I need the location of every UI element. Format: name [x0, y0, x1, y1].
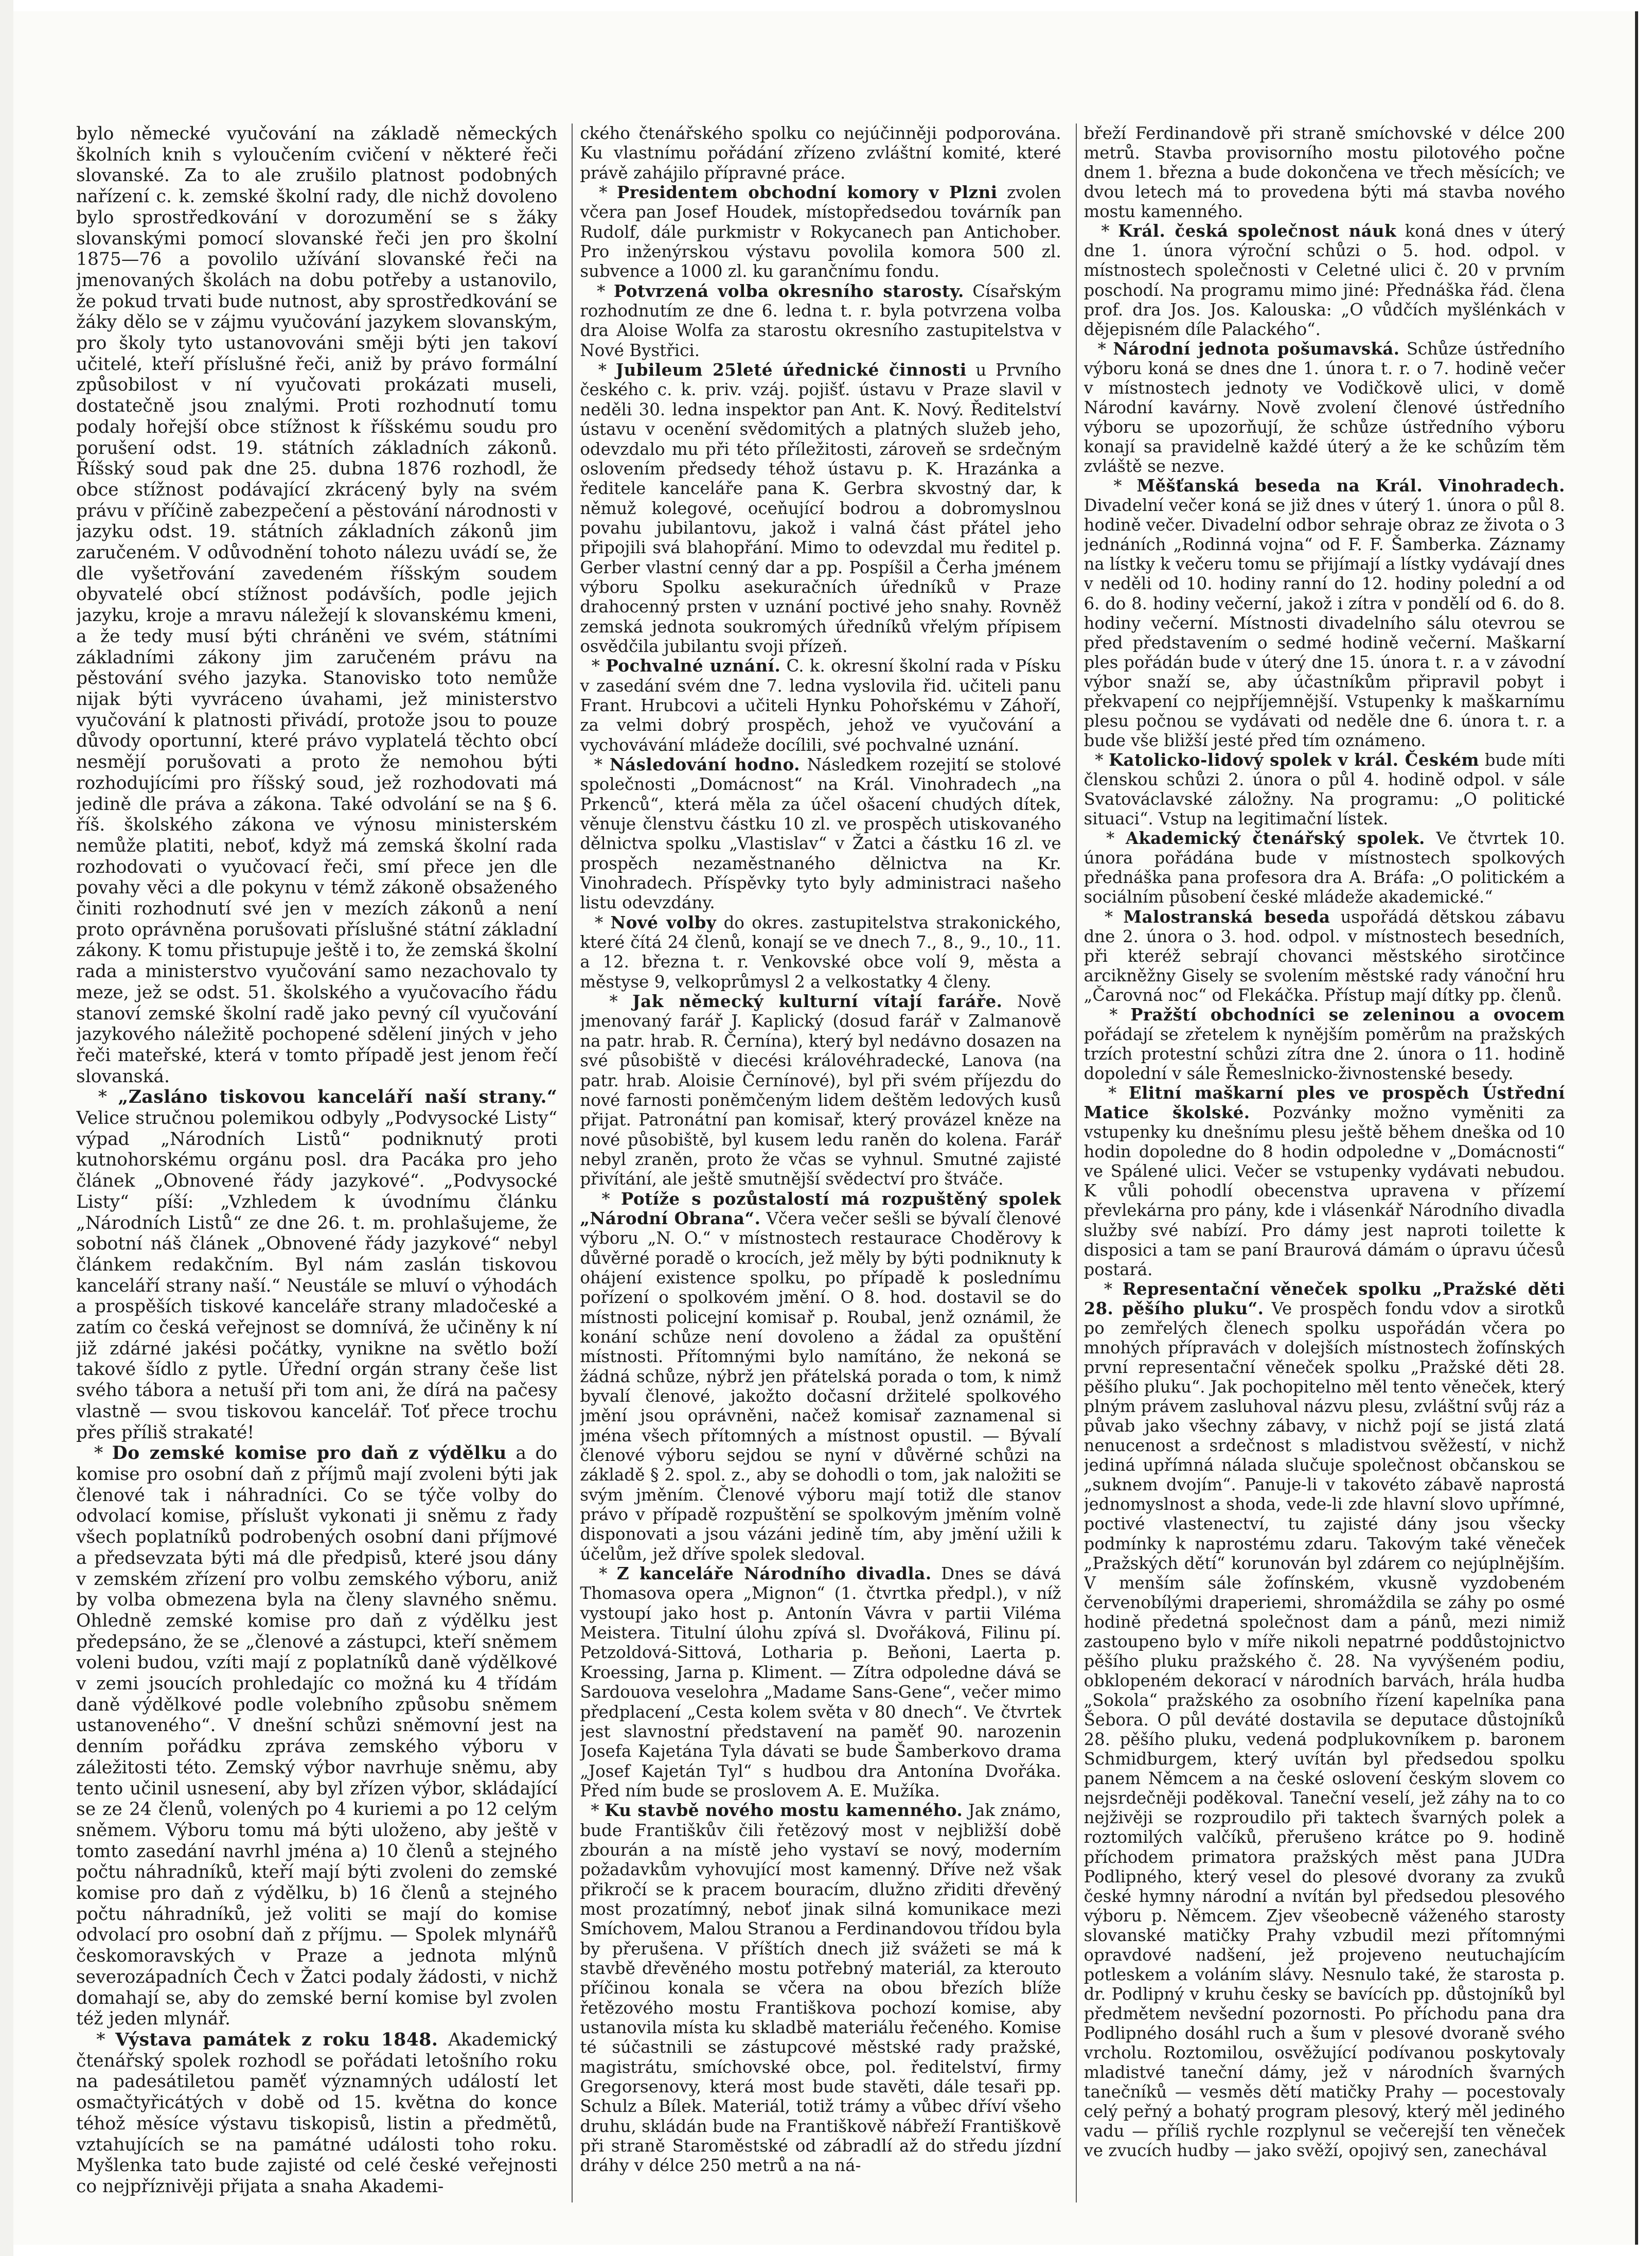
article-paragraph: * „Zasláno tiskovou kanceláří naší strany.“ Velice stručnou polemikou odbyly „Podvysocké Listy“ výpad „Národních Listů“ podniknutý proti kutnohorskému orgánu posl. dra Pacáka pro jeho článek „Obnovené řády jazykové“. „Podvysocké Listy“ píší: „Vzhledem k úvodnímu článku „Národních Listů“ ze dne 26. t. m. prohlašujeme, že sobotní náš článek „Obnovené řády jazykové“ nebyl článkem redakčním. Byl nám zaslán tiskovou kanceláří strany naší.“ Neustále se mluví o výhodách a prospěších tiskové kanceláře strany mladočeské a zatím co česká veřejnost se domnívá, že učiněny k ní již zdárné jakési počátky, vynikne na světlo boží takové šídlo z pytle. Úřední orgán strany češe list svého tábora a netuší při tom ani, že dírá na pačesy vlastně — svou tiskovou kancelář. Toť přece trochu přes příliš strakaté! [76, 1087, 558, 1443]
article-text: Akademický čtenářský spolek rozhodl se pořádati letošního roku na padesátiletou paměť významných událostí let osmačtyřicátých v době od 15. května do konce téhož měsíce výstavu tiskopisů, listin a předmětů, vztahujících se na památné události toho roku. Myšlenka tato bude zajisté od celé české veřejnosti co nejpříznivěji přijata a snaha Akademi- [76, 2029, 558, 2197]
article-text: Ve prospěch fondu vdov a sirotků po zemřelých členech spolku uspořádán včera po mnohých přípravách v dolejších místnostech žofínských první representační věneček spolku „Pražské děti 28. pěšího pluku“. Jak pochopitelno měl tento věneček, který plným právem zasluhoval názvu plesu, zvláštní svůj ráz a půvab jako všechny zábavy, v nichž pojí se jistá zlatá nenucenost a srdečnost s mladistvou svěžestí, v nichž jediná upřímná nálada slučuje společnost občanskou se „suknem dvojím“. Panuje-li v takovéto zábavě naprostá jednomyslnost a shoda, vede-li zde hlavní slovo upřímné, poctivé vlastenectví, tu zajisté dány jsou všecky podmínky k naprostému zdaru. Takovým také věneček „Pražských dětí“ korunován byl zdárem co nejúplnějším. V menším sále žofínském, vkusně vyzdobeném červenobílými draperiemi, shromáždila se záhy po osmé hodině předetná společnost dam a pánů, mezi nimiž zastoupeno bylo v míře nikoli nepatrné poddůstojnictvo pěšího pluku pražského č. 28. Na vyvýšeném podiu, obklopeném dekorací v národních barvách, hrála hudba „Sokola“ pražského za osobního řízení kapelníka pana Šebora. O půl deváté dostavila se deputace důstojníků 28. pěšího pluku, vedená podplukovníkem p. baronem Schmidburgem, který uvítán byl předsedou spolku panem Němcem a na české oslovení českým slovem co nejsrdečněji poděkoval. Taneční veselí, jež záhy na to co nejživěji se rozproudilo při taktech švarných polek a roztomilých valčíků, přerušeno krátce po 9. hodině příchodem primatora pražských měst pana JUDra Podlipného, který vesel do plesové dvorany za zvuků české hymny národní a nvítán byl předsedou plesového výboru p. Němcem. Zjev všeobecně váženého starosty slovanské matičky Prahy vzbudil mezi přítomnými opravdové nadšení, jež projeveno neutuchajícím potleskem a voláním slávy. Nesnulo také, že starosta p. dr. Podlipný v kruhu česky se bavících pp. důstojníků byl předmětem nevšední pozornosti. Po příchodu pana dra Podlipného dosáhl ruch a šum v plesové dvoraně svého vrcholu. Roztomilou, osvěžující podívanou poskytovaly mladistvé taneční dámy, jež v národních švarných tanečníků — vesměs dětí matičky Prahy — pocestovaly celý peřný a bohatý program plesový, který měl jediného vadu — příliš rychle rozplynul se večerejší ten věneček ve zvucích hudby — jako svěží, opojivý sen, zanechával [1083, 1298, 1565, 2161]
article-paragraph: * Z kanceláře Národního divadla. Dnes se dává Thomasova opera „Mignon“ (1. čtvrtka předpl.), v níž vystoupí jako host p. Antonín Vávra v partii Viléma Meistera. Titulní úlohu zpívá sl. Dvořáková, Filinu pí. Petzoldová-Sittová, Lotharia p. Beňoni, Laerta p. Kroessing, Jarna p. Kliment. — Zítra odpoledne dává se Sardouova veselohra „Madame Sans-Gene“, večer mimo předplacení „Cesta kolem světa v 80 dnech“. Ve čtvrtek jest slavnostní představení na paměť 90. narozenin Josefa Kajetána Tyla dávati se bude Šamberkovo drama „Josef Kajetán Tyl“ s hudbou dra Antonína Dvořáka. Před ním bude se proslovem A. E. Mužíka. [580, 1563, 1061, 1801]
article-paragraph: * Katolicko-lidový spolek v král. Českém bude míti členskou schůzi 2. února o půl 4. hodině odpol. v sále Svatováclavské záložny. Na programu: „O politické situaci“. Vstup na legitimační lístek. [1083, 750, 1565, 829]
article-heading: Král. česká společnost náuk [1118, 221, 1396, 241]
article-heading: Pochvalné uznání. [606, 656, 781, 676]
article-heading: Potvrzená volba okresního starosty. [613, 280, 964, 301]
article-heading: Do zemské komise pro daň z výdělku [112, 1443, 507, 1464]
article-paragraph: * Pražští obchodníci se zeleninou a ovocem pořádají se zřetelem k nynějším poměrům na pražských trzích protestní schůzi zítra dne 2. února o 11. hodině dopolední v sále Řemeslnicko-živnostenské besedy. [1083, 1004, 1565, 1083]
article-heading: Měšťanská beseda na Král. Vinohradech. [1136, 476, 1565, 496]
article-paragraph: * Následování hodno. Následkem rozejití se stolové společnosti „Domácnost“ na Král. Vinohradech „na Prkenců“, která měla za účel ošacení chudých dítek, věnuje členstvu částku 10 zl. ve prospěch utiskovaného dělnictva spolku „Vlastislav“ v Žatci a částku 16 zl. ve prospěch nezaměstnaného dělnictva na Kr. Vinohradech. Příspěvky tyto byly administraci našeho listu odevzdány. [580, 754, 1061, 913]
article-paragraph [76, 124, 557, 1087]
article-text: zvolen včera pan Josef Houdek, místopředsedou továrník pan Rudolf, dále purkmistr v Rokycanech pan Antichober. Pro inženýrskou výstavu povolila komora 500 zl. subvence a 1000 zl. ku garančnímu fondu. [580, 183, 1061, 281]
article-paragraph [580, 124, 1061, 183]
article-heading: Elitní maškarní ples ve prospěch Ústřední Matice školské. [1083, 1083, 1565, 1123]
article-text: Velice stručnou polemikou odbyly „Podvysocké Listy“ výpad „Národních Listů“ podniknutý proti kutnohorskému orgánu posl. dra Pacáka pro jeho článek „Obnovené řády jazykové“. „Podvysocké Listy“ píší: „Vzhledem k úvodnímu článku „Národních Listů“ ze dne 26. t. m. prohlašujeme, že sobotní náš článek „Obnovené řády jazykové“ nebyl článkem redakčním. Byl nám zaslán tiskovou kanceláří strany naší.“ Neustále se mluví o výhodách a prospěších tiskové kanceláře strany mladočeské a zatím co česká veřejnost se domnívá, že učiněny k ní již zdárné jakési počátky, vynikne na světlo boží takové šídlo z pytle. Úřední orgán strany češe list svého tábora a netuší při tom ani, že dírá na pačesy vlastně — svou tiskovou kancelář. Toť přece trochu přes příliš strakaté! [76, 1108, 558, 1443]
article-text: a do komise pro osobní daň z příjmů mají zvoleni býti jak členové tak i náhradníci. Co se týče volby do odvolací komise, příslušt vykonati ji sněmu z řady všech poplatníků podrobených osobní dani příjmové a předsevzata býti má dle předpisů, které jsou dány v zemském zřízení pro volbu zemského výboru, aniž by volba obmezena byla na členy slavného sněmu. Ohledně zemské komise pro daň z výdělku jest předepsáno, že se „členové a zástupci, kteří sněmem voleni budou, vzíti mají z poplatníků daně výdělkové v zemi jsoucích prohledajíc co možná ku 4 třídám daně výdělkové podle volebního způsobu sněmem ustanoveného“. V dnešní schůzi sněmovní jest na denním pořádku zpráva zemského výboru v záležitosti této. Zemský výbor navrhuje sněmu, aby tento učinil usnesení, aby byl zřízen výbor, skládající se ze 24 členů, volených po 4 kuriemi a po 12 celým sněmem. Výboru tomu má býti uloženo, aby ještě v tomto zasedání navrhl jména a) 10 členů a stejného počtu náhradníků, kteří mají býti zvoleni do zemské komise pro daň z výdělku, b) 16 členů a stejného počtu náhradníků, jež voliti se mají do komise odvolací pro osobní daň z příjmu. — Spolek mlynářů českomoravských v Praze a jednota mlýnů severozápadních Čech v Žatci podaly žádosti, v nichž domahají se, aby do zemské berní komise byl zvolen též jeden mlynář. [76, 1443, 558, 2030]
article-paragraph: * Měšťanská beseda na Král. Vinohradech. Divadelní večer koná se již dnes v úterý 1. února o půl 8. hodině večer. Divadelní odbor sehraje obraz ze života o 3 jednáních „Rodinná vojna“ od F. F. Šamberka. Záznamy na lístky k večeru tomu se přijímají a lístky vydávají dnes v neděli od 10. hodiny ranní do 12. hodiny polední a od 6. do 8. hodiny večerní, jakož i zítra v pondělí od 6. do 8. hodiny večerní. Místnosti divadelního sálu otevrou se před představením o sedmé hodině večerní. Maškarní ples pořádán bude v úterý dne 15. února t. r. a v závodní výbor snaží se, aby účastníkům připravil pobyt i překvapení co nejpříjemnější. Vstupenky k maškarnímu plesu počnou se vydávati od neděle dne 6. února t. r. a bude vše bližší jesté před tím oznámeno. [1083, 476, 1565, 750]
article-paragraph [1084, 124, 1565, 221]
column-1 [76, 124, 557, 2208]
article-text: Včera večer sešli se bývalí členové výboru „N. O.“ v místnostech restaurace Choděrovy k důvěrné poradě o krocích, jež měly by býti podniknuty k ohájení existence spolku, po případě k poslednímu pořízení o spolkovém jmění. O 8. hod. dostavil se do místnosti policejní komisař p. Roubal, jenž oznámil, že konání schůze není dovoleno a žádal za opuštění místnosti. Přítomnými bylo namítáno, že nekoná se žádná schůze, nýbrž jen přátelská porada o tom, k nimž byvalí členové, jakožto dočasní držitelé spolkového jmění jsou oprávněni, načež komisař zaznamenal si jména všech přítomných a místnost opustil. — Bývalí členové výboru sejdou se nyní v důvěrné schůzi na základě § 2. spol. z., aby se dohodli o tom, jak naložiti se svým jměním. Členové výboru mají totiž dle stanov právo v případě rozpuštění se spolkovým jměním volně disponovati a jsou vázáni jedině tím, aby jmění užili k účelům, jež dříve spolek sledoval. [580, 1208, 1061, 1564]
article-text: Schůze ústředního výboru koná se dnes dne 1. února t. r. o 7. hodině večer v místnostech jednoty ve Vodičkově ulici, v domě Národní kavárny. Nově zvolení členové ústředního výboru se upozorňují, že schůze ústředního výboru konají sa pravidelně každé úterý a že ke schůzím těm zvláště se nezve. [1083, 339, 1565, 477]
article-text: Jak známo, bude Františkův čili řetězový most v nejbližší době zbourán a na místě jeho vystaví se nový, moderním požadavkům vyhovující most kamenný. Dříve než však přikročí se k pracem bouracím, dlužno zřiditi dřevěný most prozatímný, neboť jinak silná komunikace mezi Smíchovem, Malou Stranou a Ferdinandovou třídou byla by přerušena. V příštích dnech již svážeti se má k stavbě dřevěného mostu potřebný materiál, za kterouto příčinou konala se včera na obou březích blíže řetězového mostu Františkova pochozí komise, aby ustanovila místa ku skladbě materiálu řečeného. Komise té súčastnili se zástupcové městské rady pražské, magistrátu, smíchovské obce, pol. ředitelství, firmy Gregorsenovy, která most bude stavěti, dále tesaři pp. Schulz a Bílek. Materiál, totiž trámy a vůbec dříví všeho druhu, skládán bude na Františkově nábřeží Františkově při straně Staroměstské od zábradlí až do středu jízdní dráhy v délce 250 metrů a na ná- [580, 1801, 1061, 2176]
article-paragraph: * Výstava památek z roku 1848. Akademický čtenářský spolek rozhodl se pořádati letošního roku na padesátiletou paměť významných událostí let osmačtyřicátých v době od 15. května do konce téhož měsíce výstavu tiskopisů, listin a předmětů, vztahujících se na památné události toho roku. Myšlenka tato bude zajisté od celé české veřejnosti co nejpříznivěji přijata a snaha Akademi- [76, 2029, 558, 2197]
newspaper-page [76, 124, 1565, 2208]
article-text: ckého čtenářského spolku co nejúčinněji podporována. Ku vlastnímu pořádání zřízeno zvláštní komité, které právě zahájilo přípravné práce. [580, 124, 1061, 183]
article-heading: Akademický čtenářský spolek. [1125, 829, 1425, 849]
article-text: bylo německé vyučování na základě německých školních knih s vyloučením cvičení v některé řeči slovanské. Za to ale zrušilo platnost podobných nařízení c. k. zemské školní rady, dle nichž dovoleno bylo sprostředkování v dorozumění se s žáky slovanskými pomocí slovanské řeči jen pro školní 1875—76 a povolilo užívání slovanské řeči na jmenovaných školách na dobu potřeby a ustanovilo, že pokud trvati bude nutnost, aby sprostředkování se žáky dělo se v zájmu vyučování jazykem slovanským, pro školy tyto ustanovováni směji býti jen takoví učitelé, kteří příslušné řeči, aniž by právo formální způsobilost v ní vyučovati prokázati museli, dostatečně jsou znalými. Proti rozhodnutí tomu podaly hořejší obce stížnost k říšskému soudu pro porušení odst. 19. státních základních zákonů. Říšský soud pak dne 25. dubna 1876 rozhodl, že obce stížnost podávající zkrácený byly na svém právu v příčině zabezpečení a pěstování národnosti v jazyku odst. 19. státních základních zákonů jim zaručeném. V odůvodnění tohoto nálezu uvádí se, že dle vyšetřování zavedeném říšským soudem obyvatelé obcí stížnost podávších, podle jejich jazyku, kroje a mravu náležejí k slovanskému kmeni, a že tedy musí býti chráněni ve svém, státními základními zákony jim zaručeném právu na pěstování svého jazyka. Stanovisko toto nemůže nijak býti vyvráceno úvahami, jež ministerstvo vyučování k platnosti přivádí, protože jsou to pouze důvody oportunní, které právo vyplatelá těchto obcí nesmějí porušovati a proto že nemohou býti rozhodujícími pro říšský soud, jež rozhodovati má jedině dle práva a zákona. Také odvolání se na § 6. říš. školského zákona ve výnosu ministerském nemůže platiti, neboť, když má zemská školní rada rozhodovati o vyučovací řeči, smí přece jen dle povahy věci a dle pokynu v témž zákoně obsaženého činiti rozhodnutí své jen v mezích zákonů a není proto oprávněna porušovati příslušné státní základní zákony. K tomu přistupuje ještě i to, že zemská školní rada a ministerstvo vyučování samo nezachovalo ty meze, jež se odst. 51. školského a vyučovacího řádu stanoví zemské školní radě jako pevný cíl vyučování jazykového náležitě pochopené sdělení jiných v jeho řeči mateřské, která v tomto případě jest jenom řečí slovanská. [76, 124, 558, 1087]
article-paragraph: * Representační věneček spolku „Pražské děti 28. pěšího pluku“. Ve prospěch fondu vdov a sirotků po zemřelých členech spolku uspořádán včera po mnohých přípravách v dolejších místnostech žofínských první representační věneček spolku „Pražské děti 28. pěšího pluku“. Jak pochopitelno měl tento věneček, který plným právem zasluhoval názvu plesu, zvláštní svůj ráz a půvab jako všechny zábavy, v nichž pojí se jistá zlatá nenucenost a srdečnost s mladistvou svěžestí, v nichž jediná upřímná nálada slučuje společnost občanskou se „suknem dvojím“. Panuje-li v takovéto zábavě naprostá jednomyslnost a shoda, vede-li zde hlavní slovo upřímné, poctivé vlastenectví, tu zajisté dány jsou všecky podmínky k naprostému zdaru. Takovým také věneček „Pražských dětí“ korunován byl zdárem co nejúplnějším. V menším sále žofínském, vkusně vyzdobeném červenobílými draperiemi, shromáždila se záhy po osmé hodině předetná společnost dam a pánů, mezi nimiž zastoupeno bylo v míře nikoli nepatrné poddůstojnictvo pěšího pluku pražského č. 28. Na vyvýšeném podiu, obklopeném dekorací v národních barvách, hrála hudba „Sokola“ pražského za osobního řízení kapelníka pana Šebora. O půl deváté dostavila se deputace důstojníků 28. pěšího pluku, vedená podplukovníkem p. baronem Schmidburgem, který uvítán byl předsedou spolku panem Němcem a na české oslovení českým slovem co nejsrdečněji poděkoval. Taneční veselí, jež záhy na to co nejživěji se rozproudilo při taktech švarných polek a roztomilých valčíků, přerušeno krátce po 9. hodině příchodem primatora pražských měst pana JUDra Podlipného, který vesel do plesové dvorany za zvuků české hymny národní a nvítán byl předsedou plesového výboru p. Němcem. Zjev všeobecně váženého starosty slovanské matičky Prahy vzbudil mezi přítomnými opravdové nadšení, jež projeveno neutuchajícím potleskem a voláním slávy. Nesnulo také, že starosta p. dr. Podlipný v kruhu česky se bavících pp. důstojníků byl předmětem nevšední pozornosti. Po příchodu pana dra Podlipného dosáhl ruch a šum v plesové dvoraně svého vrcholu. Roztomilou, osvěžující podívanou poskytovaly mladistvé taneční dámy, jež v národních švarných tanečníků — vesměs dětí matičky Prahy — pocestovaly celý peřný a bohatý program plesový, který měl jediného vadu — příliš rychle rozplynul se večerejší ten věneček ve zvucích hudby — jako svěží, opojivý sen, zanechával [1083, 1279, 1565, 2161]
article-heading: Jubileum 25leté úřednické činnosti [615, 360, 967, 380]
article-text: Divadelní večer koná se již dnes v úterý 1. února o půl 8. hodině večer. Divadelní odbor sehraje obraz ze života o 3 jednáních „Rodinná vojna“ od F. F. Šamberka. Záznamy na lístky k večeru tomu se přijímají a lístky vydávají dnes v neděli od 10. hodiny ranní do 12. hodiny polední a od 6. do 8. hodiny večerní, jakož i zítra v pondělí od 6. do 8. hodiny večerní. Místnosti divadelního sálu otevrou se před představením o sedmé hodině večerní. Maškarní ples pořádán bude v úterý dne 15. února t. r. a v závodní výbor snaží se, aby účastníkům připravil pobyt i překvapení co nejpříjemnější. Vstupenky k maškarnímu plesu počnou se vydávati od neděle dne 6. února t. r. a bude vše bližší jesté před tím oznámeno. [1083, 496, 1565, 750]
article-text: do okres. zastupitelstva strakonického, které čítá 24 členů, konají se ve dnech 7., 8., 9., 10., 11. a 12. března t. r. Venkovské obce volí 9, města a městyse 9, velkoprůmysl 2 a velkostatky 4 členy. [580, 912, 1061, 992]
article-paragraph: * Presidentem obchodní komory v Plzni zvolen včera pan Josef Houdek, místopředsedou továrník pan Rudolf, dále purkmistr v Rokycanech pan Antichober. Pro inženýrskou výstavu povolila komora 500 zl. subvence a 1000 zl. ku garančnímu fondu. [580, 182, 1061, 281]
column-rule [572, 124, 573, 2202]
article-text: C. k. okresní školní rada v Písku v zasedání svém dne 7. ledna vyslovila řid. učiteli panu Frant. Hrubcovi a učiteli Hynku Pohořskému v Záhoří, za velmi dobrý prospěch, jehož ve vyučování a vychovávání mládeže docílili, své pochvalné uznání. [580, 656, 1061, 755]
article-text: koná dnes v úterý dne 1. února výroční schůzi o 5. hod. odpol. v místnostech společnosti v Celetné ulici č. 20 v prvním poschodí. Na programu mimo jiné: Přednáška řád. člena prof. dra Jos. Jos. Kalouska: „O vůdčích myšlénkách v dějepisném díle Palackého“. [1083, 221, 1565, 339]
article-heading: Jak německý kulturní vítají faráře. [632, 991, 1003, 1012]
article-paragraph: * Jak německý kulturní vítají faráře. Nově jmenovaný farář J. Kaplický (dosud farář v Zalmanově na patr. hrab. R. Černína), který byl nedávno dosazen na své působiště v diecési královéhradecké, Lanova (na patr. hrab. Aloisie Černínové), byl při svém příjezdu do nové farnosti poněmčeným lidem deštěm ledových kusů přijat. Patronátní pan komisař, který provázel kněze na nové působiště, byl kusem ledu raněn do kolena. Farář nebyl zraněn, proto že včas se vyhnul. Smutné zajisté přivítání, ale ještě smutnější svědectví pro štváče. [580, 991, 1061, 1189]
article-heading: „Zasláno tiskovou kanceláří naší strany.“ [118, 1087, 558, 1108]
article-heading: Potíže s pozůstalostí má rozpuštěný spolek „Národní Obrana“. [580, 1188, 1061, 1228]
column-3 [1084, 124, 1565, 2208]
article-text: Císařským rozhodnutím ze dne 6. ledna t. r. byla potvrzena volba dra Aloise Wolfa za starostu okresního zastupitelstva v Nové Bystřici. [580, 281, 1061, 360]
article-text: Pozvánky možno vyměniti za vstupenky ku dnešnímu plesu ještě během dneška od 10 hodin dopoledne do 8 hodin odpoledne v „Domácnosti“ ve Spálené ulici. Večer se vstupenky vydávati nebudou. K vůli pohodlí obecenstva upravena v přízemí převlekárna pro pány, kde i vlásenkář Národního divadla služby své nabízí. Pro dámy jest naproti toilette k disposici a tam se paní Braurová dámám o úpravu účesů postará. [1083, 1103, 1565, 1279]
article-text: bude míti členskou schůzi 2. února o půl 4. hodině odpol. v sále Svatováclavské záložny. Na programu: „O politické situaci“. Vstup na legitimační lístek. [1083, 750, 1565, 829]
article-paragraph: * Potíže s pozůstalostí má rozpuštěný spolek „Národní Obrana“. Včera večer sešli se bývalí členové výboru „N. O.“ v místnostech restaurace Choděrovy k důvěrné poradě o krocích, jež měly by býti podniknuty k ohájení existence spolku, po případě k poslednímu pořízení o spolkovém jmění. O 8. hod. dostavil se do místnosti policejní komisař p. Roubal, jenž oznámil, že konání schůze není dovoleno a žádal za opuštění místnosti. Přítomnými bylo namítáno, že nekoná se žádná schůze, nýbrž jen přátelská porada o tom, k nimž byvalí členové, jakožto dočasní držitelé spolkového jmění jsou oprávněni, načež komisař zaznamenal si jména všech přítomných a místnost opustil. — Bývalí členové výboru sejdou se nyní v důvěrné schůzi na základě § 2. spol. z., aby se dohodli o tom, jak naložiti se svým jměním. Členové výboru mají totiž dle stanov právo v případě rozpuštění se spolkovým jměním volně disponovati a jsou vázáni jedině tím, aby jmění užili k účelům, jež dříve spolek sledoval. [580, 1188, 1061, 1564]
article-text: uspořádá dětskou zábavu dne 2. února o 3. hod. odpol. v místnostech besedních, při kteréž sebrají chovanci městského sirotčince arcikněžny Gisely se svolením městské rady vánoční hru „Čarovná noc“ od Flekáčka. Přístup mají dítky pp. členů. [1083, 907, 1565, 1005]
article-paragraph: * Akademický čtenářský spolek. Ve čtvrtek 10. února pořádána bude v místnostech spolkových přednáška pana profesora dra A. Bráfa: „O politickém a sociálním působení české mládeže akademické.“ [1083, 829, 1565, 907]
article-paragraph: * Malostranská beseda uspořádá dětskou zábavu dne 2. února o 3. hod. odpol. v místnostech besedních, při kteréž sebrají chovanci městského sirotčince arcikněžny Gisely se svolením městské rady vánoční hru „Čarovná noc“ od Flekáčka. Přístup mají dítky pp. členů. [1083, 907, 1565, 1005]
article-heading: Nové volby [610, 912, 717, 932]
article-heading: Presidentem obchodní komory v Plzni [616, 182, 998, 203]
article-paragraph: * Král. česká společnost náuk koná dnes v úterý dne 1. února výroční schůzi o 5. hod. odpol. v místnostech společnosti v Celetné ulici č. 20 v prvním poschodí. Na programu mimo jiné: Přednáška řád. člena prof. dra Jos. Jos. Kalouska: „O vůdčích myšlénkách v dějepisném díle Palackého“. [1083, 221, 1565, 339]
article-heading: Národní jednota pošumavská. [1113, 339, 1400, 359]
article-paragraph: * Do zemské komise pro daň z výdělku a do komise pro osobní daň z příjmů mají zvoleni býti jak členové tak i náhradníci. Co se týče volby do odvolací komise, příslušt vykonati ji sněmu z řady všech poplatníků podrobených osobní dani příjmové a předsevzata býti má dle předpisů, které jsou dány v zemském zřízení pro volbu zemského výboru, aniž by volba obmezena byla na členy slavného sněmu. Ohledně zemské komise pro daň z výdělku jest předepsáno, že se „členové a zástupci, kteří sněmem voleni budou, vzíti mají z poplatníků daně výdělkové v zemi jsoucích prohledajíc co možná ku 4 třídám daně výdělkové podle volebního způsobu sněmem ustanoveného“. V dnešní schůzi sněmovní jest na denním pořádku zpráva zemského výboru v záležitosti této. Zemský výbor navrhuje sněmu, aby tento učinil usnesení, aby byl zřízen výbor, skládající se ze 24 členů, volených po 4 kuriemi a po 12 celým sněmem. Výboru tomu má býti uloženo, aby ještě v tomto zasedání navrhl jména a) 10 členů a stejného počtu náhradníků, kteří mají býti zvoleni do zemské komise pro daň z výdělku, b) 16 členů a stejného počtu náhradníků, jež voliti se mají do komise odvolací pro osobní daň z příjmu. — Spolek mlynářů českomoravských v Praze a jednota mlýnů severozápadních Čech v Žatci podaly žádosti, v nichž domahají se, aby do zemské berní komise byl zvolen též jeden mlynář. [76, 1443, 558, 2030]
article-heading: Následování hodno. [609, 754, 800, 774]
article-heading: Z kanceláře Národního divadla. [616, 1563, 932, 1584]
article-paragraph: * Potvrzená volba okresního starosty. Císařským rozhodnutím ze dne 6. ledna t. r. byla potvrzena volba dra Aloise Wolfa za starostu okresního zastupitelstva v Nové Bystřici. [580, 280, 1061, 360]
article-heading: Malostranská beseda [1123, 907, 1330, 927]
article-heading: Pražští obchodníci se zeleninou a ovocem [1130, 1004, 1565, 1025]
article-paragraph: * Pochvalné uznání. C. k. okresní školní rada v Písku v zasedání svém dne 7. ledna vyslovila řid. učiteli panu Frant. Hrubcovi a učiteli Hynku Pohořskému v Záhoří, za velmi dobrý prospěch, jehož ve vyučování a vychovávání mládeže docílili, své pochvalné uznání. [580, 656, 1061, 755]
article-heading: Výstava památek z roku 1848. [115, 2029, 438, 2050]
article-text: Nově jmenovaný farář J. Kaplický (dosud farář v Zalmanově na patr. hrab. R. Černína), který byl nedávno dosazen na své působiště v diecési královéhradecké, Lanova (na patr. hrab. Aloisie Černínové), byl při svém příjezdu do nové farnosti poněmčeným lidem deštěm ledových kusů přijat. Patronátní pan komisař, který provázel kněze na nové působiště, byl kusem ledu raněn do kolena. Farář nebyl zraněn, proto že včas se vyhnul. Smutné zajisté přivítání, ale ještě smutnější svědectví pro štváče. [580, 992, 1061, 1189]
article-text: břeží Ferdinandově při straně smíchovské v délce 200 metrů. Stavba provisorního mostu pilotového počne dnem 1. března a bude dokončena ve třech měsících; ve dvou letech má to provedena býti má stavba nového mostu kamenného. [1083, 124, 1565, 222]
article-paragraph: * Jubileum 25leté úřednické činnosti u Prvního českého c. k. priv. vzáj. pojišť. ústavu v Praze slavil v neděli 30. ledna inspektor pan Ant. K. Nový. Ředitelství ústavu v ocenění svědomitých a platných služeb jeho, odevzdalo mu při této příležitosti, zároveň se srdečným oslovením předsedy téhož ústavu p. K. Hrazánka a ředitele kanceláře pana K. Gerbra skvostný dar, k němuž kolegové, oceňující bodrou a dobromyslnou povahu jubilantovu, jakož i valná část přátel jeho připojili svá blahopřání. Mimo to odevzdal mu ředitel p. Gerber vlastní cenný dar a pp. Pospíšil a Čerha jménem výboru Spolku asekuračních úředníků v Praze drahocenný prsten v uznání poctivé jeho snahy. Rovněž zemská jednota soukromých úředníků vřelým přípisem osvědčila jubilantu svoji přízeň. [580, 360, 1061, 656]
article-paragraph: * Ku stavbě nového mostu kamenného. Jak známo, bude Františkův čili řetězový most v nejbližší době zbourán a na místě jeho vystaví se nový, moderním požadavkům vyhovující most kamenný. Dříve než však přikročí se k pracem bouracím, dlužno zřiditi dřevěný most prozatímný, neboť jinak silná komunikace mezi Smíchovem, Malou Stranou a Ferdinandovou třídou byla by přerušena. V příštích dnech již svážeti se má k stavbě dřevěného mostu potřebný materiál, za kterouto příčinou konala se včera na obou březích blíže řetězového mostu Františkova pochozí komise, aby ustanovila místa ku skladbě materiálu řečeného. Komise té súčastnili se zástupcové městské rady pražské, magistrátu, smíchovské obce, pol. ředitelství, firmy Gregorsenovy, která most bude stavěti, dále tesaři pp. Schulz a Bílek. Materiál, totiž trámy a vůbec dříví všeho druhu, skládán bude na Františkově nábřeží Františkově při straně Staroměstské od zábradlí až do středu jízdní dráhy v délce 250 metrů a na ná- [580, 1800, 1061, 2176]
column-2 [580, 124, 1061, 2208]
article-text: Dnes se dává Thomasova opera „Mignon“ (1. čtvrtka předpl.), v níž vystoupí jako host p. Antonín Vávra v partii Viléma Meistera. Titulní úlohu zpívá sl. Dvořáková, Filinu pí. Petzoldová-Sittová, Lotharia p. Beňoni, Laerta p. Kroessing, Jarna p. Kliment. — Zítra odpoledne dává se Sardouova veselohra „Madame Sans-Gene“, večer mimo předplacení „Cesta kolem světa v 80 dnech“. Ve čtvrtek jest slavnostní představení na paměť 90. narozenin Josefa Kajetána Tyla dávati se bude Šamberkovo drama „Josef Kajetán Tyl“ s hudbou dra Antonína Dvořáka. Před ním bude se proslovem A. E. Mužíka. [580, 1564, 1061, 1801]
article-text: Ve čtvrtek 10. února pořádána bude v místnostech spolkových přednáška pana profesora dra A. Bráfa: „O politickém a sociálním působení české mládeže akademické.“ [1083, 829, 1565, 907]
article-heading: Representační věneček spolku „Pražské děti 28. pěšího pluku“. [1083, 1279, 1565, 1318]
article-paragraph: * Nové volby do okres. zastupitelstva strakonického, které čítá 24 členů, konají se ve dnech 7., 8., 9., 10., 11. a 12. března t. r. Venkovské obce volí 9, města a městyse 9, velkoprůmysl 2 a velkostatky 4 členy. [580, 912, 1061, 992]
article-text: pořádají se zřetelem k nynějším poměrům na pražských trzích protestní schůzi zítra dne 2. února o 11. hodině dopolední v sále Řemeslnicko-živnostenské besedy. [1083, 1024, 1565, 1083]
article-heading: Katolicko-lidový spolek v král. Českém [1109, 750, 1480, 770]
scan-edge [0, 0, 13, 2256]
article-paragraph: * Elitní maškarní ples ve prospěch Ústřední Matice školské. Pozvánky možno vyměniti za vstupenky ku dnešnímu plesu ještě během dneška od 10 hodin dopoledne do 8 hodin odpoledne v „Domácnosti“ ve Spálené ulici. Večer se vstupenky vydávati nebudou. K vůli pohodlí obecenstva upravena v přízemí převlekárna pro pány, kde i vlásenkář Národního divadla služby své nabízí. Pro dámy jest naproti toilette k disposici a tam se paní Braurová dámám o úpravu účesů postará. [1083, 1083, 1565, 1279]
article-heading: Ku stavbě nového mostu kamenného. [605, 1800, 963, 1821]
column-rule [1076, 124, 1077, 2202]
article-text: Následkem rozejití se stolové společnosti „Domácnost“ na Král. Vinohradech „na Prkenců“, která měla za účel ošacení chudých dítek, věnuje členstvu částku 10 zl. ve prospěch utiskovaného dělnictva spolku „Vlastislav“ v Žatci a částku 16 zl. ve prospěch nezaměstnaného dělnictva na Kr. Vinohradech. Příspěvky tyto byly administraci našeho listu odevzdány. [580, 755, 1061, 913]
article-paragraph: * Národní jednota pošumavská. Schůze ústředního výboru koná se dnes dne 1. února t. r. o 7. hodině večer v místnostech jednoty ve Vodičkově ulici, v domě Národní kavárny. Nově zvolení členové ústředního výboru se upozorňují, že schůze ústředního výboru konají sa pravidelně každé úterý a že ke schůzím těm zvláště se nezve. [1083, 339, 1565, 477]
article-text: u Prvního českého c. k. priv. vzáj. pojišť. ústavu v Praze slavil v neděli 30. ledna inspektor pan Ant. K. Nový. Ředitelství ústavu v ocenění svědomitých a platných služeb jeho, odevzdalo mu při této příležitosti, zároveň se srdečným oslovením předsedy téhož ústavu p. K. Hrazánka a ředitele kanceláře pana K. Gerbra skvostný dar, k němuž kolegové, oceňující bodrou a dobromyslnou povahu jubilantovu, jakož i valná část přátel jeho připojili svá blahopřání. Mimo to odevzdal mu ředitel p. Gerber vlastní cenný dar a pp. Pospíšil a Čerha jménem výboru Spolku asekuračních úředníků v Praze drahocenný prsten v uznání poctivé jeho snahy. Rovněž zemská jednota soukromých úředníků vřelým přípisem osvědčila jubilantu svoji přízeň. [580, 360, 1061, 656]
